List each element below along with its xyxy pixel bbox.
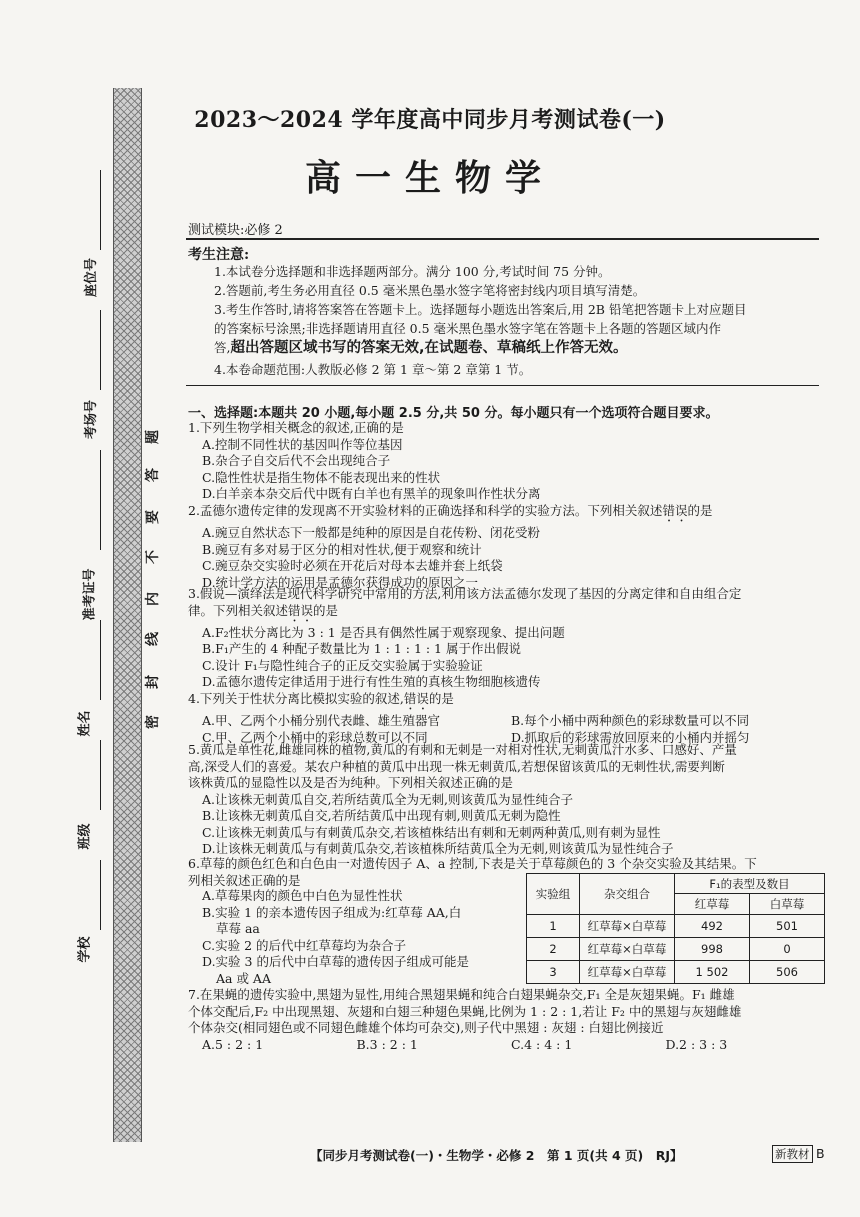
school-label: 学校 xyxy=(77,936,93,963)
seal-char: 线 xyxy=(145,632,161,646)
notice-emphasis: 超出答题区域书写的答案无效,在试题卷、草稿纸上作答无效。 xyxy=(230,340,628,356)
option-c: C.甲、乙两个小桶中的彩球总数可以不同 xyxy=(202,729,428,745)
seal-char: 要 xyxy=(145,510,161,524)
name-line[interactable] xyxy=(100,620,101,700)
question-7 xyxy=(188,987,820,1053)
name-label: 姓名 xyxy=(77,710,93,737)
notice-item-3-end: 答,超出答题区域书写的答案无效,在试题卷、草稿纸上作答无效。 xyxy=(214,340,628,356)
option-a: A.5 : 2 : 1 xyxy=(202,1036,264,1052)
option-d: D.孟德尔遗传定律适用于进行有性生殖的真核生物细胞核遗传 xyxy=(202,674,541,689)
option-c: C.4 : 4 : 1 xyxy=(511,1036,573,1052)
question-stem: 7.在果蝇的遗传实验中,黑翅为显性,用纯合黑翅果蝇和纯合白翅果蝇杂交,F₁ 全是灰翅果蝇。F₁ 雌雄 xyxy=(188,987,735,1002)
option-b: B.每个小桶中两种颜色的彩球数量可以不同 xyxy=(511,713,750,728)
option-a: A.让该株无刺黄瓜自交,若所结黄瓜全为无刺,则该黄瓜为显性纯合子 xyxy=(202,791,573,807)
table-header-group: 实验组 xyxy=(527,874,580,915)
option-d: D.实验 3 的后代中白草莓的遗传因子组成可能是 xyxy=(202,954,469,969)
class-label: 班级 xyxy=(77,823,93,850)
option-d: D.统计学方法的运用是孟德尔获得成功的原因之一 xyxy=(202,574,479,590)
test-module: 测试模块:必修 2 xyxy=(188,223,283,238)
seat-number-label: 座位号 xyxy=(84,257,100,298)
exam-room-label: 考场号 xyxy=(84,399,100,440)
option-b: B.F₁产生的 4 种配子数量比为 1 : 1 : 1 : 1 属于作出假说 xyxy=(202,641,521,656)
question-stem-cont: 高,深受人们的喜爱。某农户种植的黄瓜中出现一株无刺黄瓜,若想保留该黄瓜的无刺性状,需要判断 xyxy=(188,758,725,774)
table-row: 3 红草莓×白草莓 1 502 506 xyxy=(527,961,825,984)
question-stem: 6.草莓的颜色红色和白色由一对遗传因子 A、a 控制,下表是关于草莓颜色的 3 个杂交实验及其结果。下 xyxy=(188,856,757,871)
question-stem-cont: 律。下列相关叙述错误的是 xyxy=(188,602,339,618)
question-1 xyxy=(188,420,820,503)
option-b-cont: 草莓 aa xyxy=(216,921,260,936)
option-b: B.3 : 2 : 1 xyxy=(356,1036,418,1052)
new-textbook-badge: 新教材 xyxy=(772,1145,813,1163)
table-header-white: 白草莓 xyxy=(750,894,825,915)
option-c: C.让该株无刺黄瓜与有刺黄瓜杂交,若该植株结出有刺和无刺两种黄瓜,则有刺为显性 xyxy=(202,824,661,840)
question-5 xyxy=(188,742,820,858)
question-stem-cont: 个体交配后,F₂ 中出现黑翅、灰翅和白翅三种翅色果蝇,比例为 1 : 2 : 1,若让 F₂ 中的黑翅与灰翅雌雄 xyxy=(188,1003,742,1019)
table-header-cross: 杂交组合 xyxy=(580,874,675,915)
table-row: 1 红草莓×白草莓 492 501 xyxy=(527,915,825,938)
seal-char: 内 xyxy=(145,592,161,606)
admission-number-label: 准考证号 xyxy=(82,568,98,621)
class-line[interactable] xyxy=(100,740,101,810)
option-d: D.白羊亲本杂交后代中既有白羊也有黑羊的现象叫作性状分离 xyxy=(202,486,541,501)
header-rule xyxy=(186,238,819,240)
question-3 xyxy=(188,586,820,691)
table-header-red: 红草莓 xyxy=(675,894,750,915)
question-stem: 2.孟德尔遗传定律的发现离不开实验材料的正确选择和科学的实验方法。下列相关叙述错误的是 xyxy=(188,503,713,518)
option-a: A.F₂性状分离比为 3 : 1 是否具有偶然性属于观察现象、提出问题 xyxy=(202,624,565,640)
section-heading: 一、选择题:本题共 20 小题,每小题 2.5 分,共 50 分。每小题只有一个选项符合题目要求。 xyxy=(188,406,719,421)
notice-item-3-cont: 的答案标号涂黑;非选择题请用直径 0.5 毫米黑色墨水签字笔在答题卡上各题的答题区域内作 xyxy=(214,321,722,336)
option-c: C.实验 2 的后代中红草莓均为杂合子 xyxy=(202,937,406,953)
question-stem-cont: 个体杂交(相同翅色或不同翅色雌雄个体均可杂交),则子代中黑翅 : 灰翅 : 白翅比例接近 xyxy=(188,1020,664,1035)
table-header-f1: F₁的表型及数目 xyxy=(675,874,825,894)
option-a: A.甲、乙两个小桶分别代表雌、雄生殖器官 xyxy=(202,713,441,728)
exam-title: 2023～2024 学年度高中同步月考测试卷(一) xyxy=(194,107,666,133)
option-c: C.隐性性状是指生物体不能表现出来的性状 xyxy=(202,469,441,485)
exam-room-line[interactable] xyxy=(100,310,101,390)
admission-number-line[interactable] xyxy=(100,450,101,550)
cross-results-table xyxy=(526,873,825,984)
notice-title: 考生注意: xyxy=(188,247,250,263)
seal-char: 封 xyxy=(145,675,161,689)
option-a: A.豌豆自然状态下一般都是纯种的原因是自花传粉、闭花受粉 xyxy=(202,525,541,540)
option-b: B.豌豆有多对易于区分的相对性状,便于观察和统计 xyxy=(202,541,482,557)
question-stem: 4.下列关于性状分离比模拟实验的叙述,错误的是 xyxy=(188,691,454,706)
option-b: B.让该株无刺黄瓜自交,若所结黄瓜中出现有刺,则黄瓜无刺为隐性 xyxy=(202,808,561,823)
option-d: D.抓取后的彩球需放回原来的小桶内并摇匀 xyxy=(511,729,750,745)
binding-pattern-strip xyxy=(113,88,142,1142)
seal-char: 不 xyxy=(145,550,161,564)
notice-item-2: 2.答题前,考生务必用直径 0.5 毫米黑色墨水签字笔将密封线内项目填写清楚。 xyxy=(214,283,646,298)
subject-title: 高一生物学 xyxy=(304,157,555,199)
seal-char: 答 xyxy=(145,468,161,482)
table-row: 2 红草莓×白草莓 998 0 xyxy=(527,938,825,961)
option-d-cont: Aa 或 AA xyxy=(216,970,271,986)
option-a: A.草莓果肉的颜色中白色为显性性状 xyxy=(202,888,403,903)
option-d: D.让该株无刺黄瓜与有刺黄瓜杂交,若该植株所结黄瓜全为无刺,则该黄瓜为显性纯合子 xyxy=(202,841,674,856)
notice-item-4: 4.本卷命题范围:人教版必修 2 第 1 章～第 2 章第 1 节。 xyxy=(214,362,532,377)
question-4 xyxy=(188,691,820,746)
option-c: C.豌豆杂交实验时必须在开花后对母本去雄并套上纸袋 xyxy=(202,558,503,573)
question-6-options xyxy=(188,888,518,987)
notice-item-3: 3.考生作答时,请将答案答在答题卡上。选择题每小题选出答案后,用 2B 铅笔把答题卡上对应题目 xyxy=(214,302,747,317)
notice-rule xyxy=(186,385,819,386)
question-stem: 1.下列生物学相关概念的叙述,正确的是 xyxy=(188,420,404,435)
question-2 xyxy=(188,503,820,591)
option-c: C.设计 F₁与隐性纯合子的正反交实验属于实验验证 xyxy=(202,657,483,673)
seal-char: 密 xyxy=(145,715,161,729)
option-d: D.2 : 3 : 3 xyxy=(665,1036,728,1052)
option-b: B.杂合子自交后代不会出现纯合子 xyxy=(202,453,391,468)
page-footer: 【同步月考测试卷(一)・生物学・必修 2 第 1 页(共 4 页) RJ】 xyxy=(310,1148,683,1163)
option-b: B.实验 1 的亲本遗传因子组成为:红草莓 AA,白 xyxy=(202,904,462,920)
question-stem-cont: 该株黄瓜的显隐性以及是否为纯种。下列相关叙述正确的是 xyxy=(188,775,514,790)
version-letter: B xyxy=(816,1146,825,1161)
question-stem-cont: 列相关叙述正确的是 xyxy=(188,872,301,888)
option-a: A.控制不同性状的基因叫作等位基因 xyxy=(202,436,403,452)
school-line[interactable] xyxy=(100,860,101,930)
question-stem: 5.黄瓜是单性花,雌雄同株的植物,黄瓜的有刺和无刺是一对相对性状,无刺黄瓜汁水多、口感好、产量 xyxy=(188,742,737,757)
question-stem: 3.假说—演绎法是现代科学研究中常用的方法,利用该方法孟德尔发现了基因的分离定律和自由组合定 xyxy=(188,586,742,601)
seal-char: 题 xyxy=(145,430,161,444)
notice-item-1: 1.本试卷分选择题和非选择题两部分。满分 100 分,考试时间 75 分钟。 xyxy=(214,264,611,279)
